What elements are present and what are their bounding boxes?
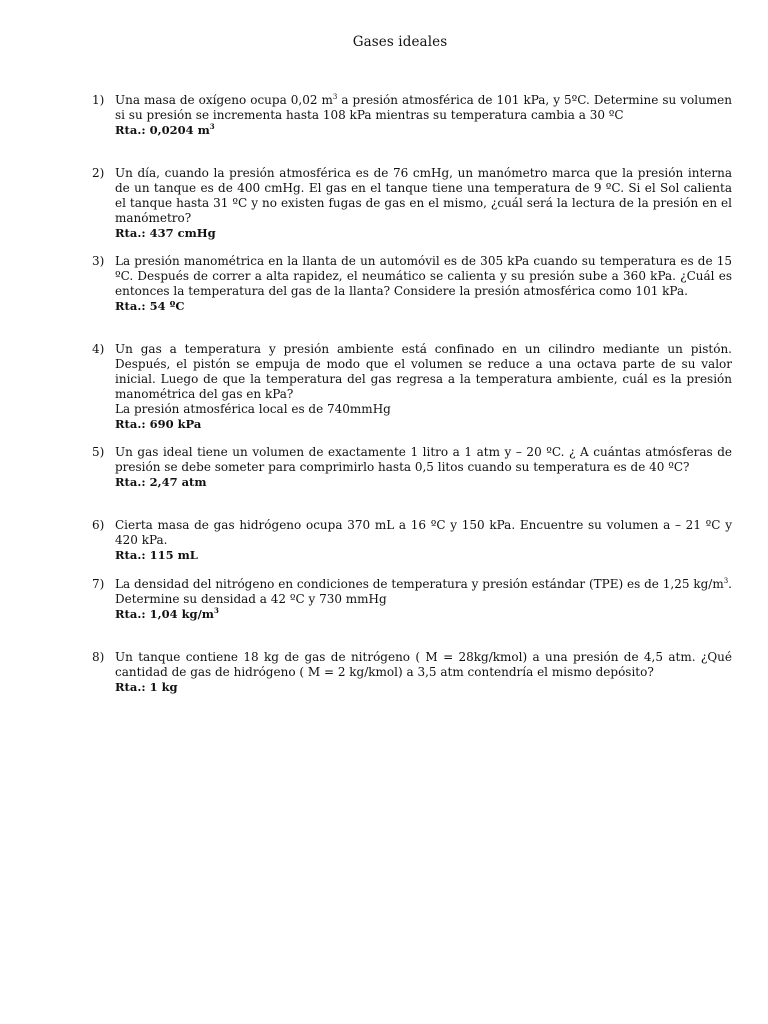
problem-5	[92, 445, 732, 490]
problem-text: Un tanque contiene 18 kg de gas de nitrógeno ( M = 28kg/kmol) a una presión de 4,5 atm. ¿Qué cantidad de gas de hidrógeno ( M = 2 kg/kmol) a 3,5 atm contendría el mismo depósito?	[115, 650, 732, 679]
problem-3	[92, 254, 732, 314]
problem-text: Un gas ideal tiene un volumen de exactamente 1 litro a 1 atm y – 20 ºC. ¿ A cuántas atmósferas de presión se debe someter para comprimirlo hasta 0,5 litos cuando su temperatura es de 40 ºC?	[115, 445, 732, 474]
problem-text: Un gas a temperatura y presión ambiente está confinado en un cilindro mediante un pistón. Después, el pistón se empuja de modo que el volumen se reduce a una octava parte de su valor inicial. Luego de que la temperatura del gas regresa a la temperatura ambiente, cuál es la presión manométrica del gas en kPa?	[115, 342, 732, 401]
problem-number: 5)	[92, 445, 105, 459]
problem-4	[92, 342, 732, 432]
problem-answer: Rta.: 1,04 $kg/m^3$	[115, 606, 219, 621]
problem-number: 4)	[92, 342, 105, 356]
problem-2	[92, 166, 732, 241]
problem-1	[92, 93, 732, 138]
problem-number: 8)	[92, 650, 105, 664]
problem-number: 2)	[92, 166, 105, 180]
problem-answer: Rta.: 0,0204 $m^3$	[115, 122, 215, 137]
problem-text: Un día, cuando la presión atmosférica es de 76 cmHg, un manómetro marca que la presión interna de un tanque es de 400 cmHg. El gas en el tanque tiene una temperatura de 9 ºC. Si el Sol calienta el tanque hasta 31 ºC y no existen fugas de gas en el mismo, ¿cuál será la lectura de la presión en el manómetro?	[115, 166, 732, 225]
problem-answer: Rta.: 690 kPa	[115, 417, 202, 431]
problem-number: 7)	[92, 577, 105, 591]
page-title: Gases ideales	[352, 34, 448, 50]
problem-answer: Rta.: 54 ºC	[115, 299, 185, 313]
problem-text: La presión manométrica en la llanta de un automóvil es de 305 kPa cuando su temperatura es de 15 ºC. Después de correr a alta rapidez, el neumático se calienta y su presión sube a 360 kPa. ¿Cuál es entonces la temperatura del gas de la llanta? Considere la presión atmosférica como 101 kPa.	[115, 254, 732, 298]
problem-note: La presión atmosférica local es de 740mmHg	[115, 402, 391, 416]
problem-7	[92, 577, 732, 622]
problem-6	[92, 518, 732, 563]
problem-answer: Rta.: 1 kg	[115, 680, 178, 694]
problem-answer: Rta.: 437 cmHg	[115, 226, 216, 240]
problem-8	[92, 650, 732, 695]
problem-text: Cierta masa de gas hidrógeno ocupa 370 mL a 16 ºC y 150 kPa. Encuentre su volumen a – 21 ºC y 420 kPa.	[115, 518, 732, 547]
problem-answer: Rta.: 115 mL	[115, 548, 198, 562]
problem-number: 6)	[92, 518, 105, 532]
problem-text: La densidad del nitrógeno en condiciones de temperatura y presión estándar (TPE) es de 1,25 $kg/m^3$. Determine su densidad a 42 ºC y 730 mmHg	[115, 577, 732, 606]
problem-number: 1)	[92, 93, 105, 107]
problem-number: 3)	[92, 254, 105, 268]
problem-text: Una masa de oxígeno ocupa 0,02 $m^3$ a presión atmosférica de 101 kPa, y 5ºC. Determine su volumen si su presión se incrementa hasta 108 kPa mientras su temperatura cambia a 30 ºC	[115, 93, 733, 122]
problem-answer: Rta.: 2,47 atm	[115, 475, 207, 489]
